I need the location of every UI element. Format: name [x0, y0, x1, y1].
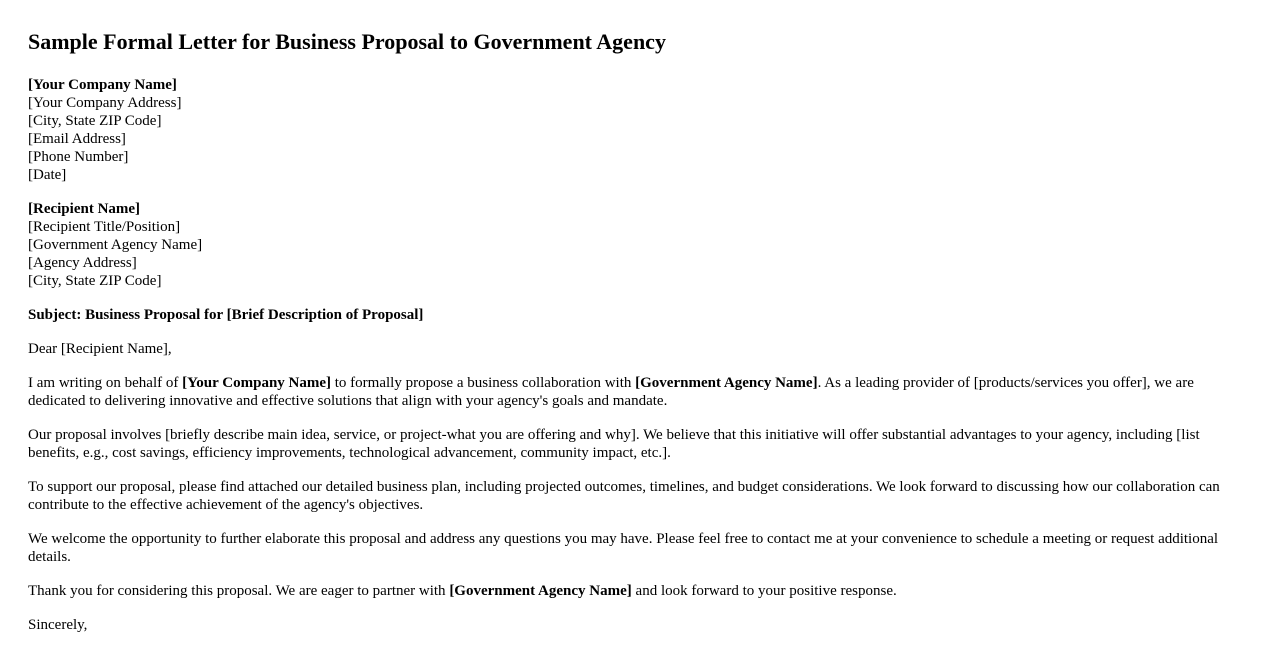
- paragraph-intro: [28, 374, 1250, 410]
- company-name-bold: [Your Company Name]: [182, 375, 332, 391]
- paragraph-thanks-text: Thank you for considering this proposal. We are eager to partner with: [28, 583, 450, 599]
- paragraph-welcome: We welcome the opportunity to further elaborate this proposal and address any questions you may have. Please feel free to contact me at your convenience to schedule a meeting or request additional details.: [28, 531, 1219, 565]
- recipient-agency: [Government Agency Name]: [28, 237, 203, 253]
- recipient-address: [Agency Address]: [28, 255, 137, 271]
- paragraph-intro-text: I am writing on behalf of: [28, 375, 183, 391]
- paragraph-support: To support our proposal, please find attached our detailed business plan, including projected outcomes, timelines, and budget considerations. We look forward to discussing how our collaboration can contribute to the effective achievement of the agency's objectives.: [28, 479, 1220, 513]
- closing: Sincerely,: [28, 617, 88, 633]
- sender-phone: [Phone Number]: [28, 149, 129, 165]
- subject-line: Subject: Business Proposal for [Brief Description of Proposal]: [28, 307, 424, 323]
- greeting: Dear [Recipient Name],: [28, 341, 172, 357]
- paragraph-thanks-text: and look forward to your positive response.: [631, 583, 897, 599]
- recipient-city: [City, State ZIP Code]: [28, 273, 162, 289]
- paragraph-intro-text: . As a leading provider of [products/services you offer], we are dedicated to delivering innovative and effective solutions that align with your agency's goals and mandate.: [28, 375, 1194, 409]
- paragraph-intro-text: to formally propose a business collaboration with: [331, 375, 636, 391]
- agency-name-bold: [Government Agency Name]: [635, 375, 818, 391]
- sender-email: [Email Address]: [28, 131, 126, 147]
- recipient-name: [Recipient Name]: [28, 201, 141, 217]
- sender-block: [28, 76, 1250, 184]
- paragraph-proposal: Our proposal involves [briefly describe main idea, service, or project-what you are offering and why]. We believe that this initiative will offer substantial advantages to your agency, including [list benefits, e.g., cost savings, efficiency improvements, technological advancement, community impact, etc.].: [28, 427, 1200, 461]
- recipient-title: [Recipient Title/Position]: [28, 219, 181, 235]
- letter-date: [Date]: [28, 167, 67, 183]
- page-title: Sample Formal Letter for Business Proposal to Government Agency: [28, 29, 666, 54]
- sender-city: [City, State ZIP Code]: [28, 113, 162, 129]
- sender-address: [Your Company Address]: [28, 95, 182, 111]
- agency-name-bold: [Government Agency Name]: [449, 583, 632, 599]
- paragraph-thanks: [28, 582, 1250, 600]
- sender-company-name: [Your Company Name]: [28, 77, 177, 93]
- recipient-block: [28, 200, 1250, 290]
